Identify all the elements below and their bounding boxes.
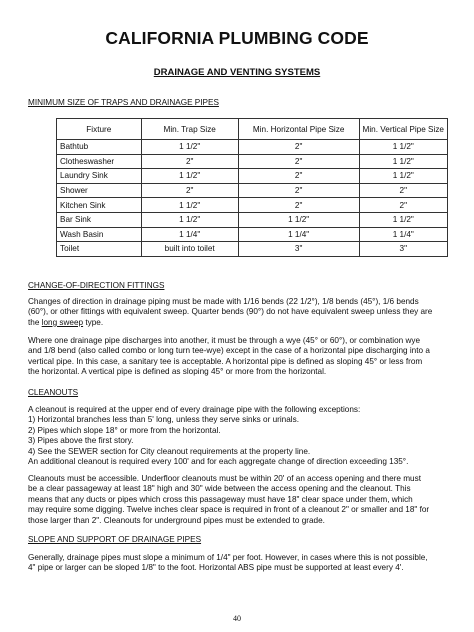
column-header-trap-size: Min. Trap Size: [141, 119, 238, 140]
fixture-cell: Kitchen Sink: [57, 198, 142, 213]
column-header-horizontal-pipe: Min. Horizontal Pipe Size: [238, 119, 359, 140]
text-line: An additional cleanout is required every 100' and for each aggregate change of direction exceeding 135°.: [28, 457, 409, 467]
section-subtitle: DRAINAGE AND VENTING SYSTEMS: [153, 67, 321, 78]
text-line: Generally, drainage pipes must slope a minimum of 1/4" per foot. However, in cases where this is not possible,: [28, 553, 428, 562]
text-line: may require some digging. Twelve inches clear space is required in front of a cleanout 2" or smaller and 18" for: [28, 505, 430, 515]
slope-paragraph: [28, 553, 454, 574]
fixture-cell: Shower: [57, 183, 142, 198]
vertical-pipe-cell: 1 1/2": [359, 154, 447, 169]
table-row: [57, 154, 448, 169]
page-title: CALIFORNIA PLUMBING CODE: [105, 28, 369, 48]
fixture-cell: Bathtub: [57, 140, 142, 155]
trap-size-cell: 1 1/2": [141, 140, 238, 155]
text-line: be a clear passageway at least 18" high and 30" wide between the access opening and the cleanout. This: [28, 484, 411, 494]
table-row: [57, 183, 448, 198]
column-header-fixture: Fixture: [57, 119, 142, 140]
text-line: 4" pipe or larger can be sloped 1/8" to the foot. Horizontal ABS pipe must be supported at least every 4'.: [28, 563, 404, 573]
trap-size-cell: 1 1/2": [141, 198, 238, 213]
text-line: 1) Horizontal branches less than 5' long, unless they serve sinks or urinals.: [28, 415, 299, 425]
trap-size-cell: 2": [141, 183, 238, 198]
text-line: the horizontal. A vertical pipe is defined as sloping 45° or more from the horizontal.: [28, 367, 327, 377]
trap-size-table: [56, 118, 448, 257]
long-sweep-term: long sweep: [41, 317, 84, 327]
text-fragment: the: [28, 317, 42, 327]
text-line: A cleanout is required at the upper end of every drainage pipe with the following exceptions:: [28, 405, 361, 414]
text-line: [28, 318, 454, 328]
text-line: those larger than 2". Cleanouts for underground pipes must be extended to grade.: [28, 515, 325, 525]
vertical-pipe-cell: 1 1/4": [359, 227, 447, 242]
slope-heading: SLOPE AND SUPPORT OF DRAINAGE PIPES: [28, 535, 202, 544]
text-line: Cleanouts must be accessible. Underfloor cleanouts must be within 20' of an access opening and there must: [28, 474, 421, 483]
text-line: 4) See the SEWER section for City cleanout requirements at the property line.: [28, 446, 311, 456]
table-heading: MINIMUM SIZE OF TRAPS AND DRAINAGE PIPES: [28, 98, 219, 107]
fixture-cell: Laundry Sink: [57, 169, 142, 184]
fixture-cell: Toilet: [57, 242, 142, 257]
vertical-pipe-cell: 1 1/2": [359, 140, 447, 155]
horizontal-pipe-cell: 1 1/2": [238, 212, 359, 227]
text-line: 3) Pipes above the first story.: [28, 436, 134, 446]
horizontal-pipe-cell: 1 1/4": [238, 227, 359, 242]
text-line: (60°), or other fittings with equivalent sweep. Quarter bends (90°) do not have equivalent sweep unless they are: [28, 307, 433, 317]
fixture-cell: Bar Sink: [57, 212, 142, 227]
trap-size-cell: 2": [141, 154, 238, 169]
horizontal-pipe-cell: 2": [238, 183, 359, 198]
direction-paragraph-1: [28, 297, 454, 328]
fixture-cell: Clotheswasher: [57, 154, 142, 169]
table-row: [57, 169, 448, 184]
table-row: [57, 140, 448, 155]
horizontal-pipe-cell: 2": [238, 169, 359, 184]
text-line: Where one drainage pipe discharges into another, it must be through a wye (45° or 60°), or combination wye: [28, 336, 421, 345]
text-line: Changes of direction in drainage piping must be made with 1/16 bends (22 1/2°), 1/8 bends (45°), 1/6 bends: [28, 297, 419, 306]
horizontal-pipe-cell: 2": [238, 198, 359, 213]
horizontal-pipe-cell: 3": [238, 242, 359, 257]
page-number: 40: [233, 614, 241, 623]
trap-size-cell: 1 1/2": [141, 212, 238, 227]
cleanouts-heading: CLEANOUTS: [28, 388, 79, 397]
trap-size-cell: built into toilet: [141, 242, 238, 257]
cleanouts-paragraph-2: [28, 474, 454, 526]
table-row: [57, 227, 448, 242]
text-line: 2) Pipes which slope 18° or more from the horizontal.: [28, 425, 221, 435]
table-row: [57, 242, 448, 257]
vertical-pipe-cell: 1 1/2": [359, 169, 447, 184]
text-line: vertical pipe. In this case, a sanitary tee is acceptable. A horizontal pipe is defined as sloping 45° or less from: [28, 356, 423, 366]
trap-size-cell: 1 1/2": [141, 169, 238, 184]
text-line: means that any ducts or pipes which cross this passageway must have 18" clear space under them, which: [28, 494, 413, 504]
column-header-vertical-pipe: Min. Vertical Pipe Size: [359, 119, 447, 140]
text-line: and 1/8 bend (also called combo or long turn tee-wye) except in the case of a horizontal pipe discharging into a: [28, 346, 430, 356]
trap-size-cell: 1 1/4": [141, 227, 238, 242]
table-row: [57, 212, 448, 227]
table-header-row: [57, 119, 448, 140]
vertical-pipe-cell: 1 1/2": [359, 212, 447, 227]
horizontal-pipe-cell: 2": [238, 140, 359, 155]
text-fragment: type.: [83, 317, 104, 327]
vertical-pipe-cell: 3": [359, 242, 447, 257]
cleanouts-paragraph-1: [28, 405, 454, 467]
horizontal-pipe-cell: 2": [238, 154, 359, 169]
vertical-pipe-cell: 2": [359, 183, 447, 198]
direction-paragraph-2: [28, 336, 454, 378]
vertical-pipe-cell: 2": [359, 198, 447, 213]
fixture-cell: Wash Basin: [57, 227, 142, 242]
direction-heading: CHANGE-OF-DIRECTION FITTINGS: [28, 281, 165, 290]
table-row: [57, 198, 448, 213]
